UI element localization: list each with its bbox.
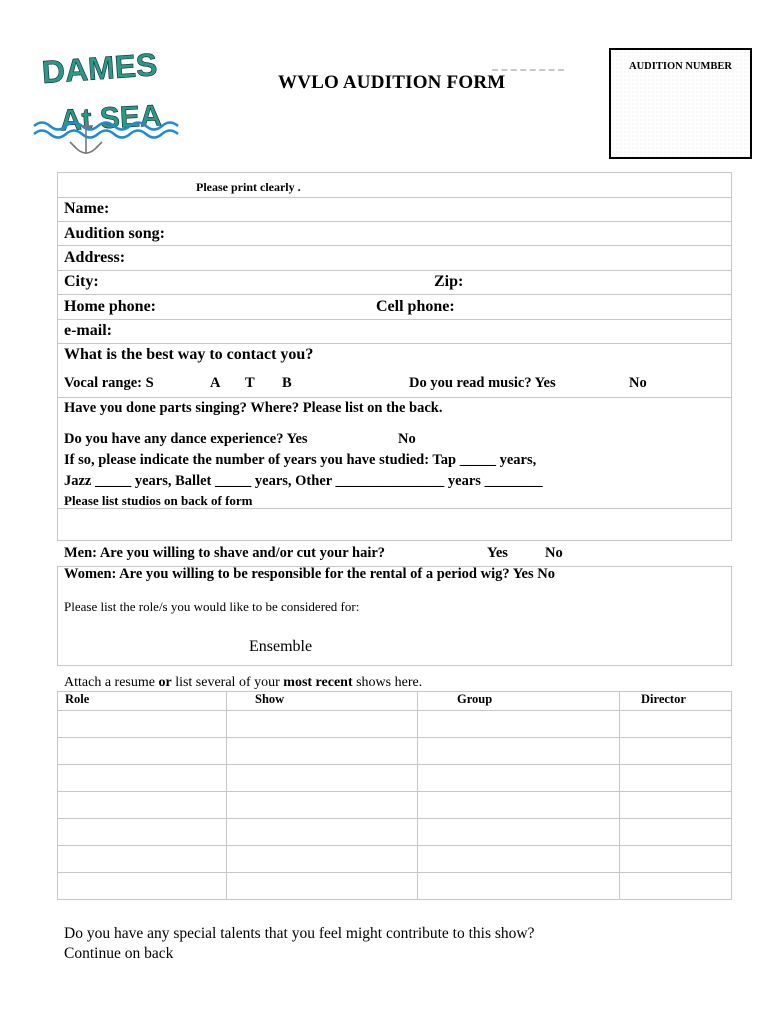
read-music-no[interactable]: No	[629, 375, 647, 391]
column-header-show: Show	[227, 692, 418, 711]
column-header-group: Group	[418, 692, 620, 711]
row-divider	[57, 294, 732, 295]
table-row	[58, 819, 732, 846]
column-header-director: Director	[620, 692, 732, 711]
logo-text-at-sea: At SEA	[59, 99, 163, 138]
read-music-yes[interactable]: Do you read music? Yes	[409, 375, 556, 391]
table-row	[58, 792, 732, 819]
dance-years-line-1[interactable]: If so, please indicate the number of years you have studied: Tap _____ years,	[64, 452, 537, 468]
table-cell-role[interactable]	[58, 738, 227, 765]
dames-at-sea-logo	[28, 42, 188, 164]
row-divider	[57, 343, 732, 344]
table-row	[58, 765, 732, 792]
row-divider	[57, 270, 732, 271]
table-row	[58, 846, 732, 873]
women-wig-question[interactable]: Women: Are you willing to be responsible for the rental of a period wig? Yes No	[64, 566, 555, 582]
audition-number-label: AUDITION NUMBER	[629, 61, 732, 72]
table-row	[58, 738, 732, 765]
email-field[interactable]: e-mail:	[64, 322, 112, 339]
row-divider	[57, 221, 732, 222]
vocal-range-label: Vocal range: S	[64, 375, 154, 391]
table-cell-director[interactable]	[620, 792, 732, 819]
logo-text-dames: DAMES	[40, 46, 159, 91]
table-cell-group[interactable]	[418, 711, 620, 738]
table-cell-group[interactable]	[418, 873, 620, 900]
home-phone-field[interactable]: Home phone:	[64, 298, 156, 315]
men-hair-yes[interactable]: Yes	[487, 545, 508, 561]
audition-number-box[interactable]	[609, 48, 752, 159]
table-cell-group[interactable]	[418, 846, 620, 873]
resume-instructions: Attach a resume or list several of your most recent shows here.	[64, 675, 423, 690]
table-cell-role[interactable]	[58, 873, 227, 900]
dance-years-line-2[interactable]: Jazz _____ years, Ballet _____ years, Other _______________ years ________	[64, 473, 543, 489]
table-cell-show[interactable]	[227, 765, 418, 792]
roles-prompt: Please list the role/s you would like to be considered for:	[64, 599, 360, 614]
table-cell-group[interactable]	[418, 792, 620, 819]
address-field[interactable]: Address:	[64, 249, 126, 266]
table-cell-director[interactable]	[620, 711, 732, 738]
row-divider	[57, 397, 732, 398]
table-cell-director[interactable]	[620, 873, 732, 900]
table-cell-role[interactable]	[58, 711, 227, 738]
audition-song-field[interactable]: Audition song:	[64, 225, 165, 242]
table-cell-group[interactable]	[418, 765, 620, 792]
dance-experience-no[interactable]: No	[398, 431, 416, 447]
table-cell-role[interactable]	[58, 792, 227, 819]
cell-phone-field[interactable]: Cell phone:	[376, 298, 455, 315]
table-cell-show[interactable]	[227, 873, 418, 900]
table-cell-director[interactable]	[620, 738, 732, 765]
table-cell-show[interactable]	[227, 792, 418, 819]
city-field[interactable]: City:	[64, 273, 99, 290]
parts-singing-question: Have you done parts singing? Where? Please list on the back.	[64, 400, 443, 416]
dance-experience-yes[interactable]: Do you have any dance experience? Yes	[64, 431, 308, 447]
table-cell-role[interactable]	[58, 846, 227, 873]
table-cell-show[interactable]	[227, 738, 418, 765]
zip-field[interactable]: Zip:	[434, 273, 464, 290]
continue-on-back-note: Continue on back	[64, 945, 174, 962]
table-cell-show[interactable]	[227, 846, 418, 873]
men-hair-no[interactable]: No	[545, 545, 563, 561]
vocal-range-bass[interactable]: B	[282, 375, 292, 391]
table-cell-role[interactable]	[58, 765, 227, 792]
studios-note: Please list studios on back of form	[64, 493, 253, 508]
table-cell-group[interactable]	[418, 738, 620, 765]
recent-shows-table	[57, 691, 732, 900]
row-divider	[57, 245, 732, 246]
table-cell-director[interactable]	[620, 765, 732, 792]
men-hair-question: Men: Are you willing to shave and/or cut your hair?	[64, 545, 386, 561]
column-header-role: Role	[58, 692, 227, 711]
special-talents-question: Do you have any special talents that you feel might contribute to this show?	[64, 925, 535, 942]
table-cell-director[interactable]	[620, 846, 732, 873]
vocal-range-alto[interactable]: A	[210, 375, 221, 391]
form-title: WVLO AUDITION FORM	[278, 72, 506, 93]
name-field[interactable]: Name:	[64, 200, 110, 217]
roles-value[interactable]: Ensemble	[249, 638, 313, 655]
table-row	[58, 873, 732, 900]
row-divider	[57, 197, 732, 198]
row-divider	[57, 319, 732, 320]
table-cell-role[interactable]	[58, 819, 227, 846]
table-cell-show[interactable]	[227, 711, 418, 738]
table-cell-director[interactable]	[620, 819, 732, 846]
vocal-range-tenor[interactable]: T	[245, 375, 255, 391]
table-row	[58, 711, 732, 738]
table-cell-group[interactable]	[418, 819, 620, 846]
print-note: Please print clearly .	[196, 180, 301, 194]
contact-method-field[interactable]: What is the best way to contact you?	[64, 346, 314, 363]
table-cell-show[interactable]	[227, 819, 418, 846]
